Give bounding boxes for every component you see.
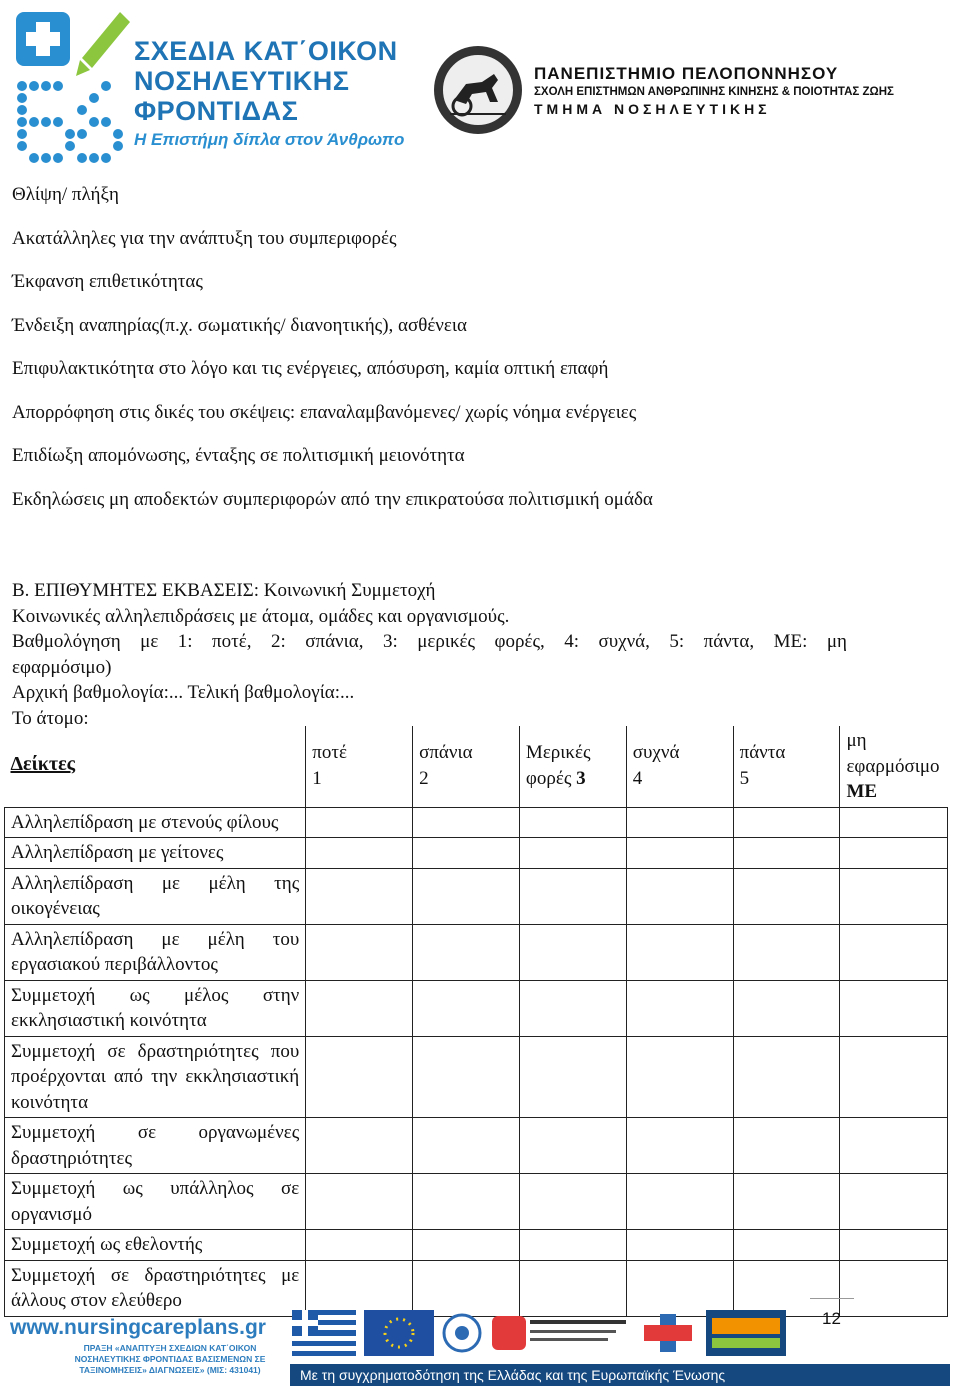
espa-logo-icon (706, 1310, 786, 1356)
university-name-block (534, 64, 894, 117)
table-row (5, 1174, 948, 1230)
indicator-label: Συμμετοχή ως εθελοντής (5, 1230, 306, 1261)
score-cell[interactable] (413, 1118, 520, 1174)
table-row (5, 1230, 948, 1261)
final-score-label: Τελική βαθμολογία:... (187, 682, 355, 703)
score-cell[interactable] (519, 1230, 626, 1261)
column-header-always: πάντα 5 (733, 726, 840, 807)
eu-emblem-icon (442, 1310, 482, 1356)
page-number-divider (810, 1298, 854, 1299)
score-cell[interactable] (733, 924, 840, 980)
funding-statement: Με τη συγχρηματοδότηση της Ελλάδας και της Ευρωπαϊκής Ένωσης (290, 1364, 950, 1386)
list-item: Επιδίωξη απομόνωσης, ένταξης σε πολιτισμική μειονότητα (12, 445, 465, 466)
column-header-not-applicable: μη εφαρμόσιμο ΜΕ (840, 726, 948, 807)
initial-score-label: Αρχική βαθμολογία:... (12, 682, 184, 703)
score-cell[interactable] (840, 1036, 948, 1118)
website-link[interactable]: www.nursingcareplans.gr (10, 1316, 266, 1339)
list-item: Ένδειξη αναπηρίας(π.χ. σωματικής/ διανοητικής), ασθένεια (12, 314, 467, 336)
indicators-table (4, 726, 948, 1317)
score-cell[interactable] (840, 980, 948, 1036)
subject-label: Το άτομο: (12, 707, 89, 729)
score-cell[interactable] (626, 868, 733, 924)
score-cell[interactable] (733, 1036, 840, 1118)
section-b (12, 578, 847, 731)
score-cell[interactable] (626, 1036, 733, 1118)
university-seal-icon (432, 44, 524, 136)
score-cell[interactable] (413, 838, 520, 869)
program-logo-line2: ΝΟΣΗΛΕΥΤΙΚΗΣ (134, 66, 350, 96)
university-name: ΠΑΝΕΠΙΣΤΗΜΙΟ ΠΕΛΟΠΟΝΝΗΣΟΥ (534, 64, 839, 83)
ministry-cross-icon (638, 1310, 698, 1356)
score-cell[interactable] (840, 1174, 948, 1230)
column-header-rarely: σπάνια 2 (413, 726, 520, 807)
score-cell[interactable] (413, 1036, 520, 1118)
list-item: Απορρόφηση στις δικές του σκέψεις: επαναλαμβανόμενες/ χωρίς νόημα ενέργειες (12, 401, 637, 423)
indicator-label: Συμμετοχή σε οργανωμένες δραστηριότητες (5, 1118, 306, 1174)
score-cell[interactable] (519, 924, 626, 980)
score-cell[interactable] (519, 1174, 626, 1230)
column-header-sometimes: Μερικές φορές 3 (519, 726, 626, 807)
column-header-never: ποτέ 1 (306, 726, 413, 807)
greek-flag-icon (292, 1310, 356, 1356)
score-cell[interactable] (413, 924, 520, 980)
score-cell[interactable] (733, 980, 840, 1036)
section-b-title: Β. ΕΠΙΘΥΜΗΤΕΣ ΕΚΒΑΣΕΙΣ: Κοινωνική Συμμετοχή (12, 580, 436, 601)
score-cell[interactable] (306, 1230, 413, 1261)
table-row (5, 924, 948, 980)
document-header (0, 0, 960, 170)
page-number: 12 (822, 1309, 841, 1328)
score-cell[interactable] (306, 868, 413, 924)
scoring-legend-line2: εφαρμόσιμο) (12, 656, 112, 678)
eu-flag-icon (364, 1310, 434, 1356)
score-fields (12, 680, 847, 706)
table-row (5, 1036, 948, 1118)
score-cell[interactable] (519, 1118, 626, 1174)
indicator-label: Συμμετοχή σε δραστηριότητες με άλλους στον ελεύθερο (5, 1260, 306, 1316)
indicator-label: Αλληλεπίδραση με μέλη της οικογένειας (5, 868, 306, 924)
list-item: Επιφυλακτικότητα στο λόγο και τις ενέργειες, απόσυρση, καμία οπτική επαφή (12, 358, 609, 379)
score-cell[interactable] (626, 980, 733, 1036)
column-header-often: συχνά 4 (626, 726, 733, 807)
score-cell[interactable] (413, 807, 520, 838)
indicators-list (12, 184, 942, 532)
list-item: Εκδηλώσεις μη αποδεκτών συμπεριφορών από την επικρατούσα πολιτισμική ομάδα (12, 488, 653, 510)
program-logo-text (134, 36, 404, 150)
program-logo-line1: ΣΧΕΔΙΑ ΚΑΤ΄ΟΙΚΟΝ (134, 36, 398, 66)
score-cell[interactable] (519, 980, 626, 1036)
score-cell[interactable] (519, 1036, 626, 1118)
score-cell[interactable] (733, 868, 840, 924)
score-cell[interactable] (840, 924, 948, 980)
score-cell[interactable] (306, 838, 413, 869)
score-cell[interactable] (306, 1174, 413, 1230)
project-subtitle: ΠΡΑΞΗ «ΑΝΑΠΤΥΞΗ ΣΧΕΔΙΩΝ ΚΑΤ΄ΟΙΚΟΝ ΝΟΣΗΛΕΥΤΙΚΗΣ ΦΡΟΝΤΙΔΑΣ ΒΑΣΙΣΜΕΝΩΝ ΣΕ ΤΑΞΙΝΟΜΗΣΕΙΣ» ΔΙΑΓΝΩΣΕΙΣ» (ΜΙΣ: 431041) (74, 1343, 266, 1375)
score-cell[interactable] (626, 1118, 733, 1174)
score-cell[interactable] (519, 807, 626, 838)
list-item: Έκφανση επιθετικότητας (12, 271, 203, 292)
score-cell[interactable] (840, 807, 948, 838)
score-cell[interactable] (626, 807, 733, 838)
table-row (5, 807, 948, 838)
section-b-description: Κοινωνικές αλληλεπιδράσεις με άτομα, ομάδες και οργανισμούς. (12, 605, 510, 627)
epanad-logo-icon (490, 1310, 630, 1356)
indicator-label: Συμμετοχή ως υπάλληλος σε οργανισμό (5, 1174, 306, 1230)
score-cell[interactable] (306, 924, 413, 980)
score-cell[interactable] (733, 1174, 840, 1230)
score-cell[interactable] (840, 868, 948, 924)
score-cell[interactable] (413, 980, 520, 1036)
score-cell[interactable] (626, 838, 733, 869)
score-cell[interactable] (840, 838, 948, 869)
score-cell[interactable] (306, 807, 413, 838)
table-row (5, 838, 948, 869)
score-cell[interactable] (413, 1230, 520, 1261)
program-logo-icon (12, 8, 132, 164)
score-cell[interactable] (733, 1118, 840, 1174)
column-header-indicators: Δείκτες (5, 726, 306, 807)
score-cell[interactable] (733, 1230, 840, 1261)
university-department: ΤΜΗΜΑ ΝΟΣΗΛΕΥΤΙΚΗΣ (534, 101, 771, 117)
indicator-label: Αλληλεπίδραση με μέλη του εργασιακού περιβάλλοντος (5, 924, 306, 980)
indicator-label: Αλληλεπίδραση με γείτονες (5, 838, 306, 869)
list-item: Ακατάλληλες για την ανάπτυξη του συμπεριφορές (12, 227, 397, 249)
score-cell[interactable] (626, 1230, 733, 1261)
list-item: Θλίψη/ πλήξη (12, 184, 119, 205)
score-cell[interactable] (626, 924, 733, 980)
score-cell[interactable] (306, 980, 413, 1036)
score-cell[interactable] (413, 1174, 520, 1230)
score-cell[interactable] (306, 1036, 413, 1118)
table-row (5, 1118, 948, 1174)
indicator-label: Αλληλεπίδραση με στενούς φίλους (5, 807, 306, 838)
score-cell[interactable] (626, 1174, 733, 1230)
score-cell[interactable] (306, 1118, 413, 1174)
score-cell[interactable] (413, 868, 520, 924)
score-cell[interactable] (840, 1230, 948, 1261)
university-school: ΣΧΟΛΗ ΕΠΙΣΤΗΜΩΝ ΑΝΘΡΩΠΙΝΗΣ ΚΙΝΗΣΗΣ & ΠΟΙΟΤΗΤΑΣ ΖΩΗΣ (534, 86, 894, 98)
program-logo-line3: ΦΡΟΝΤΙΔΑΣ (134, 96, 299, 126)
score-cell[interactable] (519, 868, 626, 924)
indicator-label: Συμμετοχή ως μέλος στην εκκλησιαστική κοινότητα (5, 980, 306, 1036)
score-cell[interactable] (733, 838, 840, 869)
program-logo-tagline: Η Επιστήμη δίπλα στον Άνθρωπο (134, 130, 405, 149)
scoring-legend-line1: Βαθμολόγηση με 1: ποτέ, 2: σπάνια, 3: μερικές φορές, 4: συχνά, 5: πάντα, ΜΕ: μη (12, 631, 847, 652)
table-row (5, 868, 948, 924)
score-cell[interactable] (519, 838, 626, 869)
score-cell[interactable] (733, 807, 840, 838)
table-header-row (5, 726, 948, 807)
score-cell[interactable] (840, 1118, 948, 1174)
table-row (5, 980, 948, 1036)
indicator-label: Συμμετοχή σε δραστηριότητες που προέρχονται από την εκκλησιαστική κοινότητα (5, 1036, 306, 1118)
